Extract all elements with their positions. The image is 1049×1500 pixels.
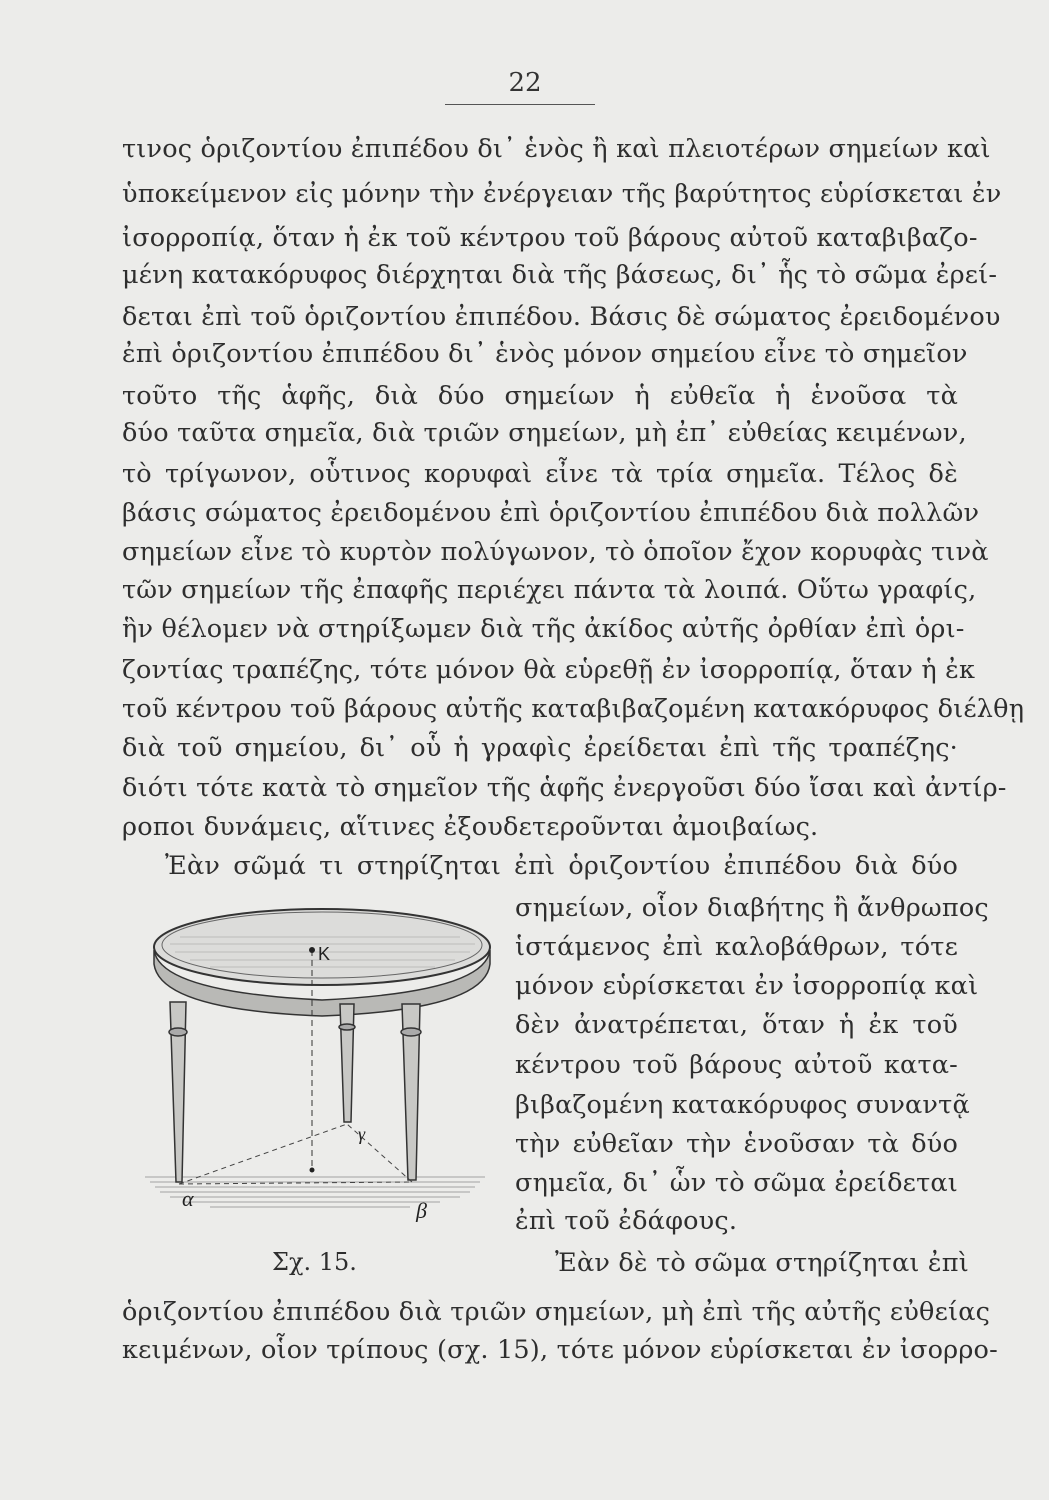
text-line-7: τοῦτο τῆς ἁφῆς, διὰ δύο σημείων ἡ εὐθεῖα ἡ ἑνοῦσα τὰ: [122, 381, 958, 411]
text-line-8: δύο ταῦτα σημεῖα, διὰ τριῶν σημείων, μὴ ἐπ᾽ εὐθείας κειμένων,: [122, 418, 967, 448]
text-line-4: μένη κατακόρυφος διέρχηται διὰ τῆς βάσεως, δι᾽ ἧς τὸ σῶμα ἐρεί-: [122, 260, 998, 290]
label-b: β: [416, 1198, 427, 1222]
text-line-24: κέντρου τοῦ βάρους αὐτοῦ κατα-: [515, 1050, 958, 1080]
text-line-23: δὲν ἀνατρέπεται, ὅταν ἡ ἐκ τοῦ: [515, 1010, 958, 1040]
text-line-13: ἣν θέλομεν νὰ στηρίξωμεν διὰ τῆς ἀκίδος αὐτῆς ὀρθίαν ἐπὶ ὁρι-: [122, 614, 965, 644]
text-line-30: ὁριζοντίου ἐπιπέδου διὰ τριῶν σημείων, μὴ ἐπὶ τῆς αὐτῆς εὐθείας: [122, 1297, 991, 1327]
table-figure: [140, 892, 500, 1222]
text-line-17: διότι τότε κατὰ τὸ σημεῖον τῆς ἁφῆς ἐνεργοῦσι δύο ἴσαι καὶ ἀντίρ-: [122, 773, 1007, 803]
text-line-16: διὰ τοῦ σημείου, δι᾽ οὗ ἡ γραφὶς ἐρείδεται ἐπὶ τῆς τραπέζης·: [122, 733, 958, 763]
text-line-10: βάσις σώματος ἐρειδομένου ἐπὶ ὁριζοντίου ἐπιπέδου διὰ πολλῶν: [122, 498, 980, 528]
text-line-9: τὸ τρίγωνον, οὗτινος κορυφαὶ εἶνε τὰ τρία σημεῖα. Τέλος δὲ: [122, 459, 958, 489]
round-table-illustration: [140, 892, 500, 1222]
text-line-31: κειμένων, οἷον τρίπους (σχ. 15), τότε μόνον εὑρίσκεται ἐν ἰσορρο-: [122, 1335, 998, 1365]
text-line-11: σημείων εἶνε τὸ κυρτὸν πολύγωνον, τὸ ὁποῖον ἔχον κορυφὰς τινὰ: [122, 537, 989, 567]
label-a: α: [182, 1186, 194, 1211]
shadow-hatching: [145, 1177, 485, 1207]
text-line-14: ζοντίας τραπέζης, τότε μόνον θὰ εὑρεθῇ ἐν ἰσορροπίᾳ, ὅταν ἡ ἐκ: [122, 655, 976, 685]
text-line-1: τινος ὁριζοντίου ἐπιπέδου δι᾽ ἑνὸς ἢ καὶ πλειοτέρων σημείων καὶ: [122, 134, 991, 164]
text-line-3: ἰσορροπίᾳ, ὅταν ἡ ἐκ τοῦ κέντρου τοῦ βάρους αὐτοῦ καταβιβαζο-: [122, 223, 978, 253]
text-line-29: Ἐὰν δὲ τὸ σῶμα στηρίζηται ἐπὶ: [555, 1248, 969, 1278]
text-line-21: ἱστάμενος ἐπὶ καλοβάθρων, τότε: [515, 932, 958, 962]
text-line-19: Ἐὰν σῶμά τι στηρίζηται ἐπὶ ὁριζοντίου ἐπιπέδου διὰ δύο: [165, 851, 958, 881]
text-line-5: δεται ἐπὶ τοῦ ὁριζοντίου ἐπιπέδου. Βάσις δὲ σώματος ἐρειδομένου: [122, 302, 1001, 332]
header-rule: [445, 104, 595, 105]
text-line-6: ἐπὶ ὁριζοντίου ἐπιπέδου δι᾽ ἑνὸς μόνον σημείου εἶνε τὸ σημεῖον: [122, 339, 968, 369]
center-of-gravity-point: [309, 947, 315, 953]
text-line-25: βιβαζομένη κατακόρυφος συναντᾷ: [515, 1090, 970, 1120]
text-line-15: τοῦ κέντρου τοῦ βάρους αὐτῆς καταβιβαζομένη κατακόρυφος διέλθῃ: [122, 694, 1025, 724]
text-line-28: ἐπὶ τοῦ ἐδάφους.: [515, 1206, 738, 1236]
text-line-12: τῶν σημείων τῆς ἐπαφῆς περιέχει πάντα τὰ λοιπά. Οὕτω γραφίς,: [122, 575, 977, 605]
text-line-2: ὑποκείμενον εἰς μόνην τὴν ἐνέργειαν τῆς βαρύτητος εὑρίσκεται ἐν: [122, 179, 1002, 209]
text-line-18: ροποι δυνάμεις, αἵτινες ἐξουδετεροῦνται ἀμοιβαίως.: [122, 812, 819, 842]
page-number: 22: [508, 68, 542, 98]
text-line-27: σημεῖα, δι᾽ ὧν τὸ σῶμα ἐρείδεται: [515, 1168, 958, 1198]
text-line-22: μόνον εὑρίσκεται ἐν ἰσορροπίᾳ καὶ: [515, 971, 979, 1001]
text-line-26: τὴν εὐθεῖαν τὴν ἑνοῦσαν τὰ δύο: [515, 1129, 958, 1159]
figure-caption: Σχ. 15.: [272, 1248, 357, 1276]
text-line-20: σημείων, οἷον διαβήτης ἢ ἄνθρωπος: [515, 893, 989, 923]
leg-ring-back: [339, 1024, 355, 1030]
leg-ring-right: [401, 1028, 421, 1036]
leg-ring-left: [169, 1028, 187, 1036]
table-leg-back: [340, 1004, 354, 1122]
label-g: γ: [358, 1124, 366, 1144]
base-point: [310, 1168, 315, 1173]
label-k: K: [318, 944, 331, 964]
support-triangle: [179, 1124, 412, 1184]
